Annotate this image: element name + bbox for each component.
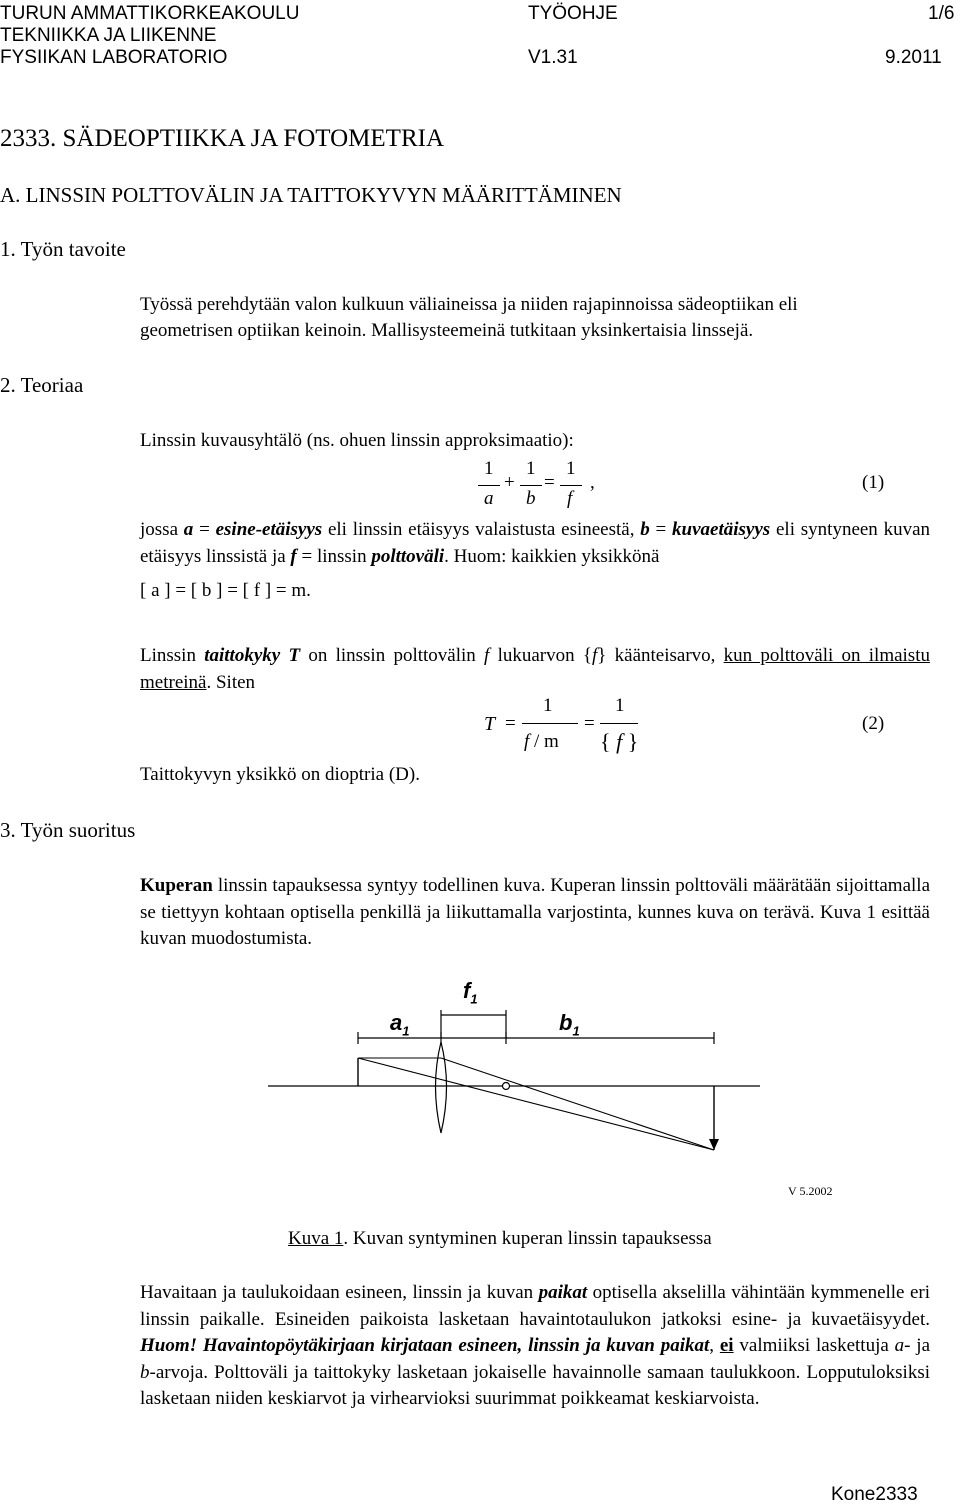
eq1-fraction-bar <box>478 485 500 486</box>
convex-lens <box>436 1042 447 1133</box>
section-heading-theory: 2. Teoriaa <box>0 373 84 397</box>
theory-intro: Linssin kuvausyhtälö (ns. ohuen linssin approksimaatio): <box>140 430 574 451</box>
section-heading-goal: 1. Työn tavoite <box>0 237 126 261</box>
goal-line-2: geometrisen optiikan keinoin. Mallisysteemeinä tutkitaan yksinkertaisia linssejä. <box>140 320 754 341</box>
header-doc-type: TYÖOHJE <box>528 3 618 24</box>
section-heading-procedure: 3. Työn suoritus <box>0 818 136 842</box>
eq1-num-1: 1 <box>484 458 494 479</box>
header-lab: FYSIIKAN LABORATORIO <box>0 47 228 68</box>
eq2-equals-1: = <box>505 713 516 734</box>
eq1-fraction-bar <box>520 485 542 486</box>
light-ray <box>441 1058 714 1150</box>
lens-diagram <box>0 975 960 1215</box>
eq1-den-b: b <box>526 488 536 509</box>
eq1-den-f: f <box>567 488 573 509</box>
procedure-paragraph-1: Kuperan linssin tapauksessa syntyy todellinen kuva. Kuperan linssin polttoväli määrätään sijoittamalla se tiettyyn kohtaan optisella penkillä ja liikuttamalla varjostinta, kunnes kuva on terävä. Kuva 1 esittää kuvan muodostumista. <box>140 875 930 949</box>
eq1-comma: , <box>590 472 595 493</box>
eq1-number: (1) <box>862 472 885 493</box>
eq2-den-2: { f } <box>600 729 639 754</box>
theory-paragraph-1: jossa a = esine-etäisyys eli linssin etäisyys valaistusta esineestä, b = kuvaetäisyys eli syntyneen kuvan etäisyys linssistä ja f = linssin polttoväli. Huom: kaikkien yksikkönä <box>140 519 931 567</box>
page-title: 2333. SÄDEOPTIIKKA JA FOTOMETRIA <box>0 125 445 152</box>
light-ray <box>358 1058 714 1150</box>
header-school: TURUN AMMATTIKORKEAKOULU <box>0 3 300 24</box>
eq1-num-3: 1 <box>566 458 576 479</box>
eq2-equals-2: = <box>584 713 595 734</box>
unit-note: Taittokyvyn yksikkö on dioptria (D). <box>140 764 420 785</box>
eq2-fraction-bar <box>600 723 638 724</box>
procedure-paragraph-2: Havaitaan ja taulukoidaan esineen, linssin ja kuvan paikat optisella akselilla vähintään kymmenelle eri linssin paikalle. Esineiden paikoista lasketaan havaintotaulukon jatkoksi esine- ja kuvaetäisyydet. Huom! Havaintopöytäkirjaan kirjataan esineen, linssin ja kuvan paikat, ei valmiiksi laskettuja a- ja b-arvoja. Polttoväli ja taittokyky lasketaan jokaiselle havainnolle samaan taulukkoon. Lopputuloksiksi lasketaan niiden keskiarvot ja virhearvioksi suurimmat poikkeamat keskiarvoista. <box>140 1282 931 1409</box>
footer-code: Kone2333 <box>831 1484 918 1505</box>
label-image-distance: $b_1$ <box>559 1010 580 1039</box>
focal-point <box>503 1083 510 1090</box>
figure-caption: Kuva 1. Kuvan syntyminen kuperan linssin tapauksessa <box>288 1228 712 1249</box>
header-unit: TEKNIIKKA JA LIIKENNE <box>0 25 217 46</box>
units-line: [ a ] = [ b ] = [ f ] = m. <box>140 580 311 601</box>
eq2-num-2: 1 <box>615 695 625 716</box>
header-version: V1.31 <box>528 47 578 68</box>
goal-line-1: Työssä perehdytään valon kulkuun väliaineissa ja niiden rajapinnoissa sädeoptiikan eli <box>140 294 798 315</box>
label-object-distance: $a_1$ <box>390 1010 410 1039</box>
eq1-fraction-bar <box>560 485 582 486</box>
eq1-num-2: 1 <box>526 458 536 479</box>
eq1-den-a: a <box>484 488 494 509</box>
header-date: 9.2011 <box>885 47 942 68</box>
page-subtitle: A. LINSSIN POLTTOVÄLIN JA TAITTOKYVYN MÄÄRITTÄMINEN <box>0 183 622 207</box>
eq2-T: T <box>484 713 496 735</box>
eq2-den-1: f / m <box>524 731 559 752</box>
header-page: 1/6 <box>928 3 955 24</box>
figure-version-note: V 5.2002 <box>788 1184 833 1198</box>
label-focal-length: $f_1$ <box>463 978 478 1007</box>
eq1-plus: + <box>504 472 515 493</box>
eq2-num-1: 1 <box>543 695 553 716</box>
eq2-fraction-bar <box>522 723 578 724</box>
eq1-equals: = <box>544 472 555 493</box>
theory-paragraph-2: Linssin taittokyky T on linssin polttovälin f lukuarvon {f} käänteisarvo, kun polttoväli on ilmaistu metreinä. Siten <box>140 645 930 693</box>
eq2-number: (2) <box>862 713 885 734</box>
